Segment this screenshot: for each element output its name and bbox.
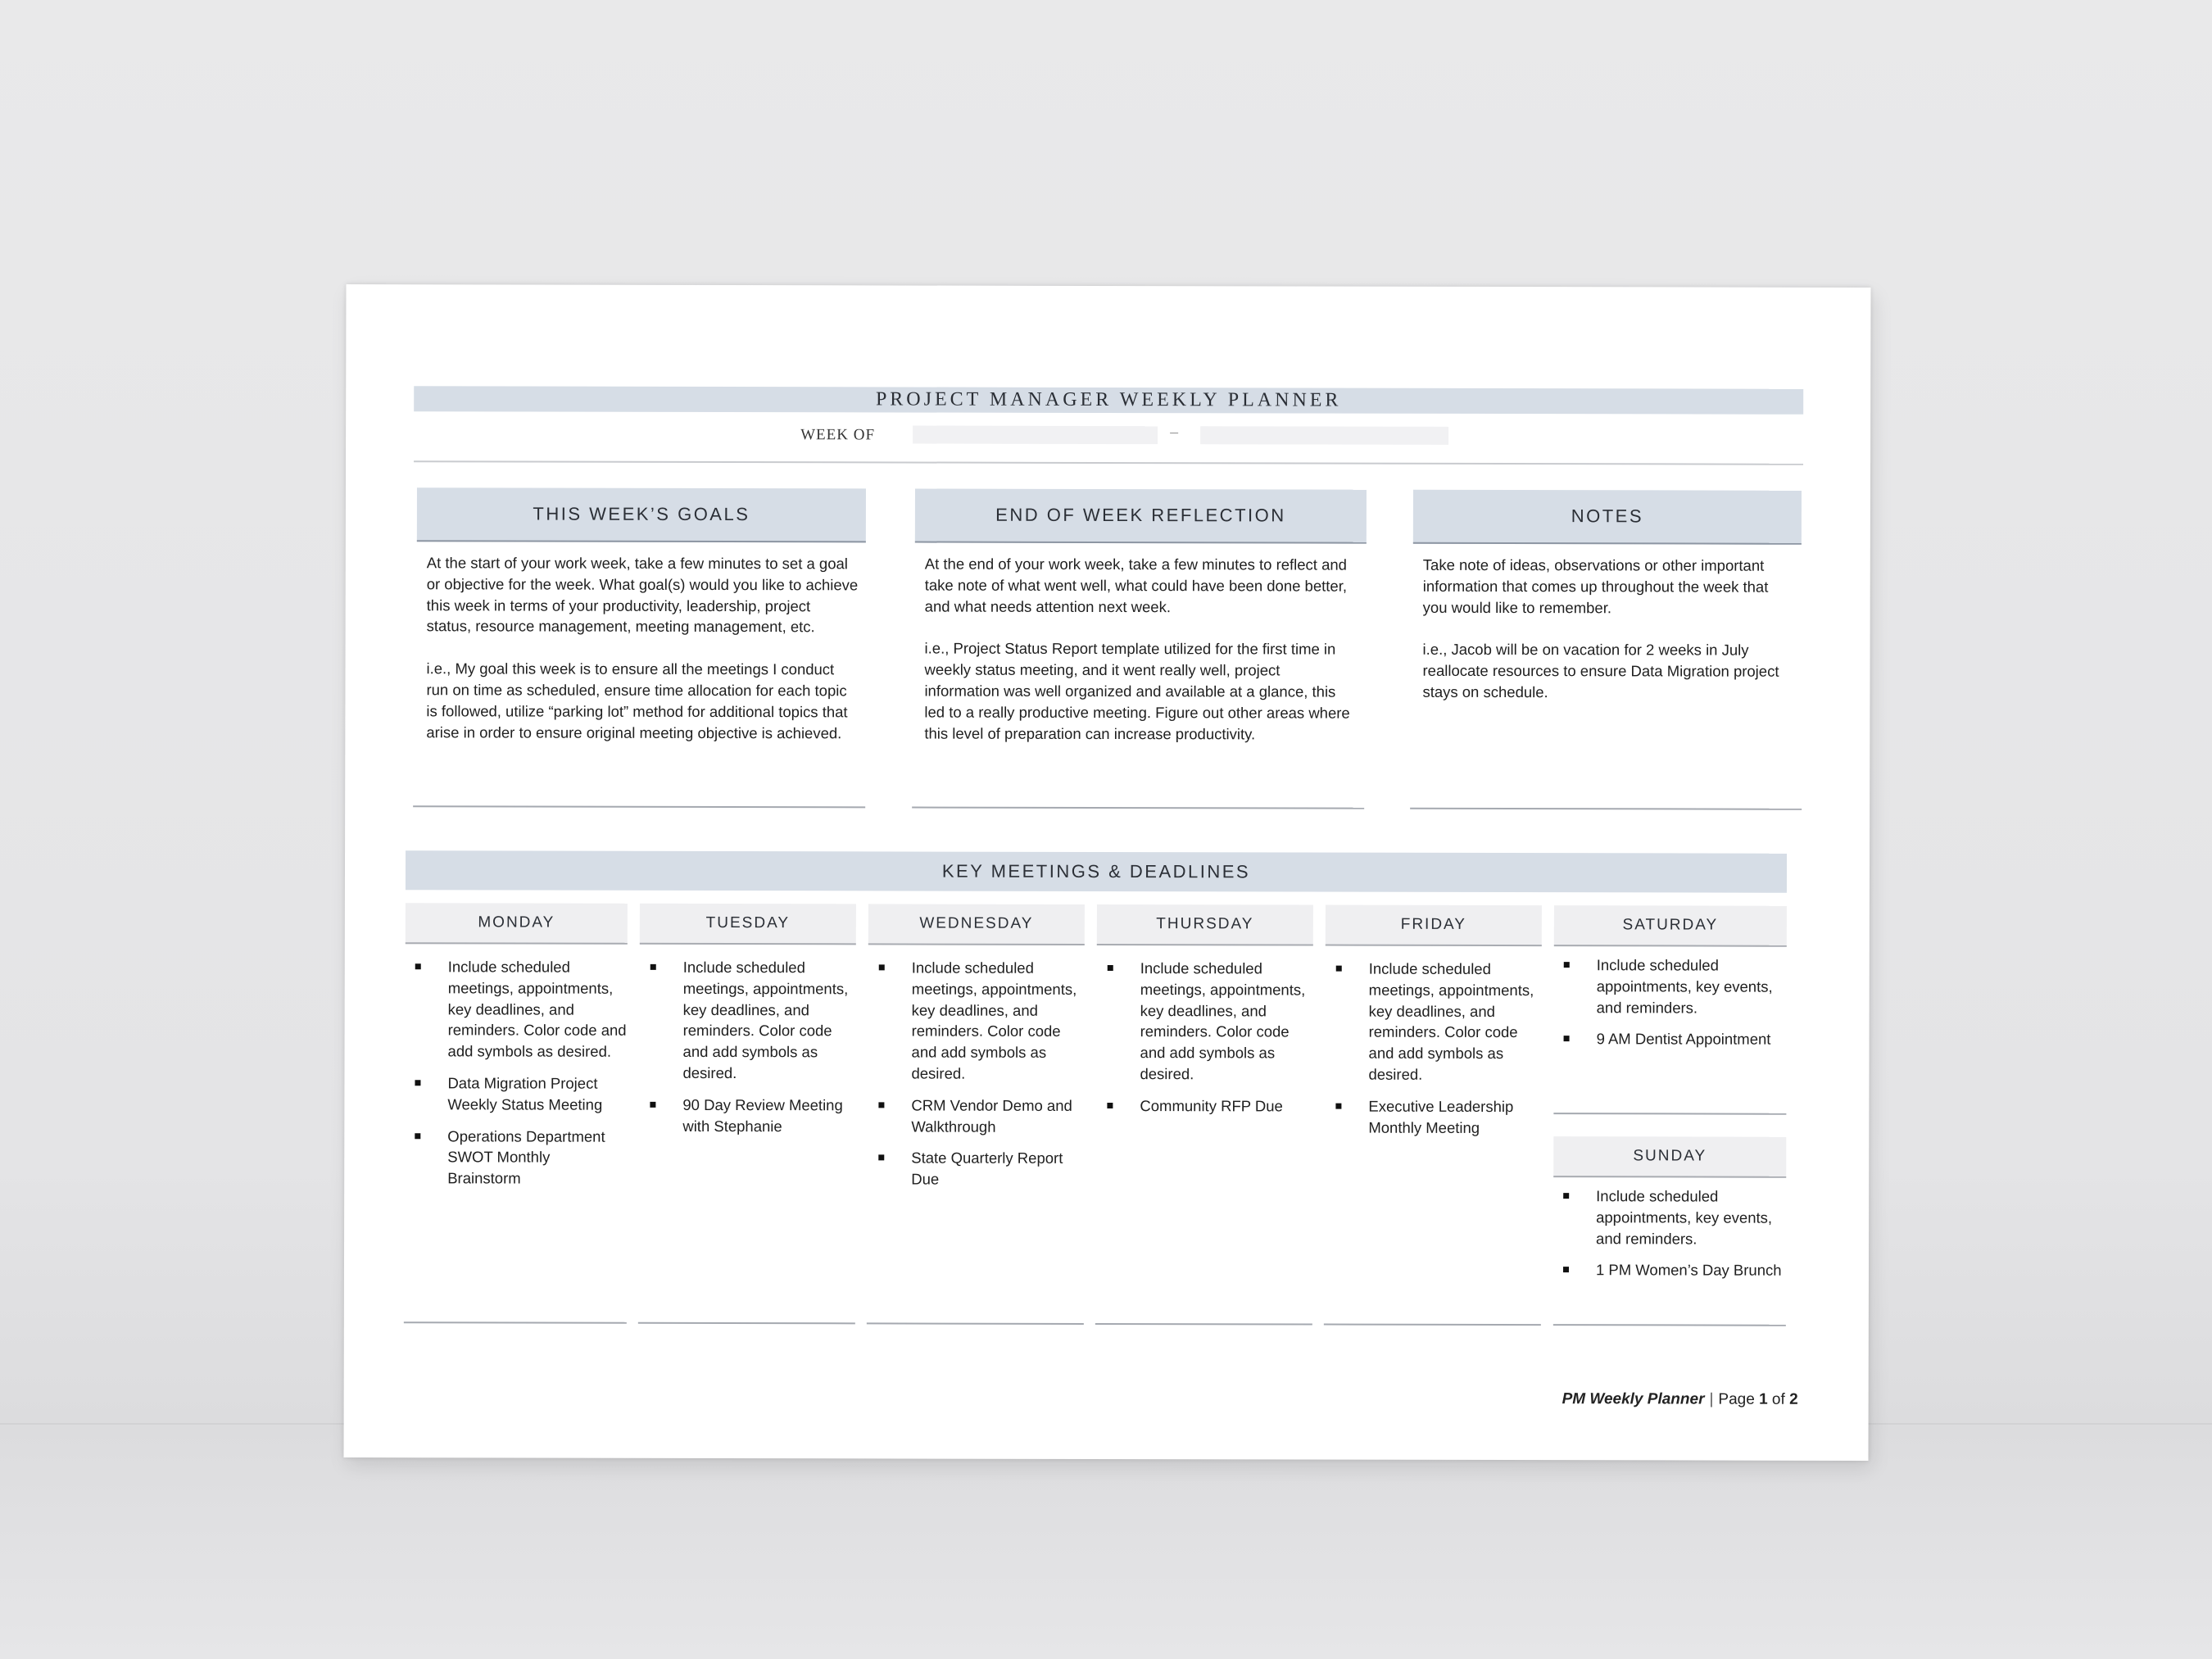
friday-bottom-line	[1324, 1324, 1541, 1326]
goals-example: i.e., My goal this week is to ensure all the meetings I conduct run on time as scheduled, ensure time allocation for each topic is followed, utilize “parking lot” method for additional topics that arise in order to ensure original meeting objective is achieved.	[426, 660, 848, 741]
day-header-saturday: SATURDAY	[1554, 905, 1787, 947]
bullet-icon	[650, 1102, 655, 1108]
goals-body	[426, 552, 859, 764]
bullet-icon	[1563, 1267, 1569, 1273]
item-text: Community RFP Due	[1140, 1096, 1283, 1115]
list-item	[1557, 1260, 1790, 1281]
day-header-wednesday: WEDNESDAY	[868, 904, 1085, 945]
bullet-icon	[1107, 1103, 1113, 1108]
list-item	[644, 1095, 855, 1137]
list-item	[873, 957, 1084, 1084]
list-item	[1330, 959, 1541, 1086]
day-header-monday: MONDAY	[406, 903, 628, 945]
key-meetings-heading: KEY MEETINGS & DEADLINES	[406, 850, 1787, 893]
header-divider	[414, 460, 1803, 465]
reflection-heading: END OF WEEK REFLECTION	[915, 489, 1367, 544]
footer-doc-title: PM Weekly Planner	[1562, 1390, 1705, 1408]
bullet-icon	[1564, 1036, 1570, 1042]
bullet-icon	[1108, 965, 1113, 971]
bullet-icon	[1335, 1103, 1341, 1108]
list-item	[1557, 1185, 1790, 1249]
item-text: CRM Vendor Demo and Walkthrough	[911, 1096, 1072, 1135]
footer-page-total: 2	[1789, 1390, 1798, 1408]
week-of-row	[346, 422, 1870, 450]
sunday-list	[1557, 1185, 1790, 1292]
footer-of-word: of	[1771, 1390, 1785, 1408]
page-footer	[1562, 1390, 1798, 1409]
notes-instructions: Take note of ideas, observations or other important information that comes up throughout the week that you would like to remember.	[1422, 555, 1769, 616]
notes-heading: NOTES	[1413, 490, 1802, 545]
list-item	[1558, 1029, 1791, 1050]
item-text: Data Migration Project Weekly Status Meeting	[447, 1074, 603, 1113]
list-item	[1101, 1095, 1312, 1117]
goals-instructions: At the start of your work week, take a few minutes to set a goal or objective for the week. What goal(s) would you like to achieve this week in terms of your productivity, leadership, project status, resource management, meeting management, etc.	[426, 554, 859, 636]
item-text: Include scheduled meetings, appointments, key deadlines, and reminders. Color code and add symbols as desired.	[1368, 959, 1534, 1083]
week-of-label: WEEK OF	[800, 426, 876, 444]
list-item	[409, 1126, 627, 1190]
footer-separator: |	[1709, 1390, 1714, 1408]
notes-example: i.e., Jacob will be on vacation for 2 weeks in July reallocate resources to ensure Data Migration project stays on schedule.	[1422, 641, 1779, 701]
item-text: Include scheduled meetings, appointments, key deadlines, and reminders. Color code and add symbols as desired.	[911, 959, 1077, 1082]
bullet-icon	[878, 1102, 884, 1108]
day-header-thursday: THURSDAY	[1097, 904, 1313, 946]
item-text: Executive Leadership Monthly Meeting	[1368, 1097, 1514, 1136]
reflection-instructions: At the end of your work week, take a few minutes to reflect and take note of what went well, what could have been done better, and what needs attention next week.	[924, 555, 1348, 615]
wednesday-bottom-line	[867, 1322, 1084, 1325]
reflection-bottom-line	[912, 807, 1364, 809]
bullet-icon	[650, 964, 656, 970]
day-header-tuesday: TUESDAY	[640, 904, 856, 945]
friday-list	[1330, 959, 1541, 1149]
list-item	[644, 957, 855, 1084]
list-item	[873, 1095, 1084, 1137]
thursday-bottom-line	[1095, 1323, 1312, 1326]
week-separator: –	[1170, 424, 1179, 441]
notes-body	[1422, 555, 1791, 725]
week-start-field[interactable]	[913, 426, 1158, 445]
bullet-icon	[415, 1133, 420, 1139]
bullet-icon	[1336, 966, 1342, 972]
item-text: Include scheduled meetings, appointments, key deadlines, and reminders. Color code and add symbols as desired.	[447, 958, 627, 1060]
thursday-list	[1101, 958, 1312, 1127]
list-item	[410, 956, 628, 1063]
bullet-icon	[878, 1155, 884, 1161]
item-text: State Quarterly Report Due	[911, 1149, 1063, 1188]
reflection-example: i.e., Project Status Report template utilized for the first time in weekly status meeting, and it went really well, project information was well organized and available at a glance, this led to a really productive meeting. Figure out other areas where this level of preparation can increase productivity.	[924, 639, 1350, 742]
item-text: Include scheduled appointments, key events, and reminders.	[1596, 956, 1773, 1017]
item-text: Operations Department SWOT Monthly Brainstorm	[447, 1126, 605, 1187]
list-item	[1558, 954, 1791, 1018]
bullet-icon	[415, 1080, 420, 1086]
item-text: 1 PM Women’s Day Brunch	[1595, 1261, 1782, 1280]
monday-list	[409, 956, 628, 1200]
wednesday-list	[873, 957, 1085, 1201]
saturday-bottom-line	[1553, 1113, 1786, 1115]
item-text: Include scheduled appointments, key events, and reminders.	[1596, 1187, 1773, 1248]
item-text: 90 Day Review Meeting with Stephanie	[682, 1095, 843, 1135]
bullet-icon	[1563, 1193, 1569, 1199]
list-item	[409, 1072, 627, 1115]
page-title: PROJECT MANAGER WEEKLY PLANNER	[414, 386, 1803, 415]
footer-page-word: Page	[1718, 1390, 1755, 1408]
day-header-friday: FRIDAY	[1326, 905, 1542, 947]
tuesday-list	[644, 957, 855, 1148]
day-header-sunday: SUNDAY	[1553, 1136, 1786, 1178]
week-end-field[interactable]	[1200, 426, 1448, 445]
item-text: 9 AM Dentist Appointment	[1596, 1030, 1771, 1049]
goals-heading: THIS WEEK’S GOALS	[417, 487, 866, 542]
reflection-body	[924, 554, 1357, 766]
list-item	[1101, 958, 1312, 1085]
item-text: Include scheduled meetings, appointments, key deadlines, and reminders. Color code and add symbols as desired.	[1140, 959, 1306, 1083]
goals-bottom-line	[413, 805, 865, 808]
notes-bottom-line	[1410, 808, 1802, 810]
tuesday-bottom-line	[638, 1322, 855, 1325]
list-item	[1330, 1095, 1541, 1138]
list-item	[873, 1148, 1084, 1190]
saturday-list	[1558, 954, 1791, 1061]
item-text: Include scheduled meetings, appointments, key deadlines, and reminders. Color code and add symbols as desired.	[682, 958, 849, 1082]
monday-bottom-line	[404, 1321, 627, 1324]
sunday-bottom-line	[1553, 1324, 1786, 1326]
bullet-icon	[1564, 962, 1570, 968]
bullet-icon	[415, 963, 421, 969]
bullet-icon	[879, 964, 885, 970]
footer-page-current: 1	[1759, 1390, 1768, 1408]
planner-page	[344, 284, 1871, 1461]
